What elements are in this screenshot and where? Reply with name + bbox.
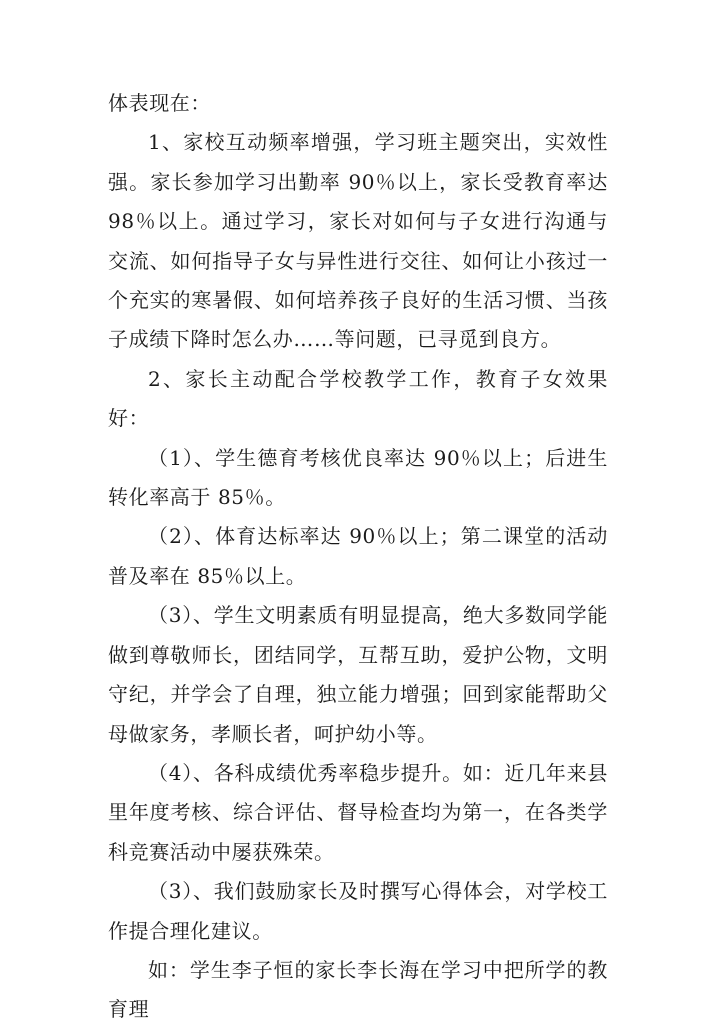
paragraph-subitem-1: （1）、学生德育考核优良率达 90％以上；后进生转化率高于 85％。 <box>108 445 608 510</box>
paragraph-subitem-4: （4）、各科成绩优秀率稳步提升。如：近几年来县里年度考核、综合评估、督导检查均为第一，在各类学科竞赛活动中屡获殊荣。 <box>108 760 608 864</box>
paragraph-item-2: 2、家长主动配合学校教学工作，教育子女效果好： <box>108 366 608 431</box>
paragraph-subitem-3b: （3）、我们鼓励家长及时撰写心得体会，对学校工作提合理化建议。 <box>108 879 608 943</box>
paragraph-subitem-2: （2）、体育达标率达 90％以上；第二课堂的活动普及率在 85％以上。 <box>108 524 608 588</box>
paragraph-intro: 体表现在： <box>108 91 211 115</box>
paragraph-subitem-3: （3）、学生文明素质有明显提高，绝大多数同学能做到尊敬师长，团结同学，互帮互助，爱护公物，文明守纪，并学会了自理，独立能力增强；回到家能帮助父母做家务，孝顺长者，呵护幼小等。 <box>108 603 608 746</box>
paragraph-example: 如：学生李子恒的家长李长海在学习中把所学的教育理 <box>108 957 608 1022</box>
document-body <box>108 84 608 1030</box>
paragraph-item-1: 1、家校互动频率增强，学习班主题突出，实效性强。家长参加学习出勤率 90％以上，家长受教育率达 98％以上。通过学习，家长对如何与子女进行沟通与交流、如何指导子女与异性进行交往、如何让小孩过一个充实的寒暑假、如何培养孩子良好的生活习惯、当孩子成绩下降时怎么办……等问题，已寻觅到良方。 <box>108 130 608 352</box>
